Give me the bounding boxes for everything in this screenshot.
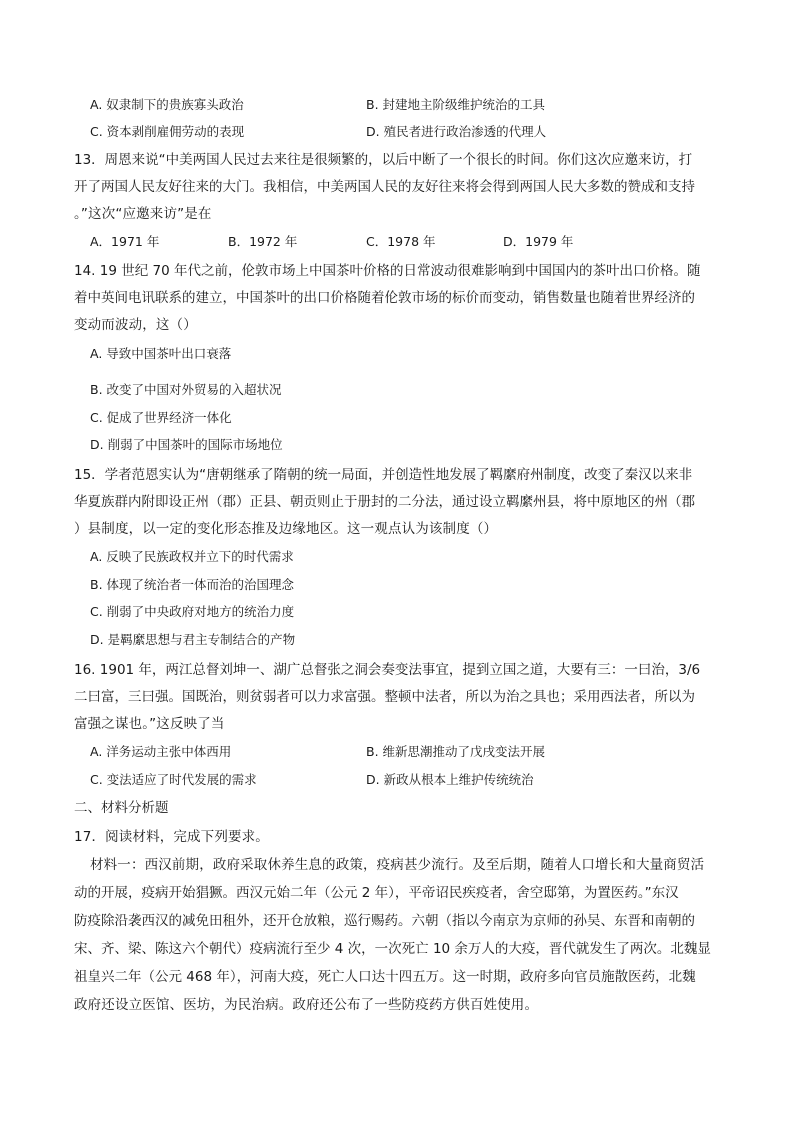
q17-material-line-1: 材料一：西汉前期，政府采取休养生息的政策，疫病甚少流行。及至后期，随着人口增长和大量商贸活	[90, 857, 705, 873]
q13-option-c: C．1978 年	[366, 234, 436, 249]
q16-option-a: A. 洋务运动主张中体西用	[90, 744, 232, 759]
q14-option-a: A. 导致中国茶叶出口衰落	[90, 346, 232, 361]
q12-option-b: B. 封建地主阶级维护统治的工具	[366, 97, 546, 112]
q17-material-line-4: 宋、齐、梁、陈这六个朝代）疫病流行至少 4 次，一次死亡 10 余万人的大疫，晋代就发生了两次。北魏显	[74, 941, 711, 957]
q16-stem-line-2: 二曰富，三曰强。国既治，则贫弱者可以力求富强。整顿中法者，所以为治之具也；采用西法者，所以为	[74, 689, 695, 705]
q17-material-line-3: 防疫除沿袭西汉的减免田租外，还开仓放粮，巡行赐药。六朝（指以今南京为京师的孙吴、东晋和南朝的	[74, 913, 695, 929]
q12-option-c: C. 资本剥削雇佣劳动的表现	[90, 124, 245, 139]
q15-option-b: B. 体现了统治者一体而治的治国理念	[90, 577, 295, 592]
q17-material-line-6: 政府还设立医馆、医坊，为民治病。政府还公布了一些防疫药方供百姓使用。	[74, 997, 539, 1013]
q15-stem-line-2: 华夏族群内附即设正州（郡）正县、朝贡则止于册封的二分法，通过设立羁縻州县，将中原地区的州（郡	[74, 494, 695, 510]
q14-option-d: D. 削弱了中国茶叶的国际市场地位	[90, 437, 283, 452]
q17-material-line-5: 祖皇兴二年（公元 468 年），河南大疫，死亡人口达十四五万。这一时期，政府多向官员施散医药，北魏	[74, 969, 696, 985]
q16-stem-line-1: 16. 1901 年，两江总督刘坤一、湖广总督张之洞会奏变法事宜，提到立国之道，大要有三：一曰治，3/6	[74, 662, 701, 678]
q14-option-b: B. 改变了中国对外贸易的入超状况	[90, 382, 282, 397]
q15-option-d: D. 是羁縻思想与君主专制结合的产物	[90, 632, 296, 647]
q16-option-d: D. 新政从根本上维护传统统治	[366, 772, 534, 787]
q13-option-b: B．1972 年	[228, 234, 298, 249]
q13-stem-line-1: 13．周恩来说“中美两国人民过去来往是很频繁的，以后中断了一个很长的时间。你们这次应邀来访，打	[74, 152, 693, 168]
q17-material-line-2: 动的开展，疫病开始猖獗。西汉元始二年（公元 2 年），平帝诏民疾疫者，舍空邸第，为置医药。”东汉	[74, 885, 679, 901]
q15-stem-line-3: ）县制度，以一定的变化形态推及边缘地区。这一观点认为该制度（）	[74, 521, 498, 537]
q16-option-c: C. 变法适应了时代发展的需求	[90, 772, 257, 787]
q12-option-d: D. 殖民者进行政治渗透的代理人	[366, 124, 547, 139]
q14-option-c: C. 促成了世界经济一体化	[90, 410, 232, 425]
q13-option-d: D．1979 年	[503, 234, 574, 249]
q15-stem-line-1: 15．学者范恩实认为“唐朝继承了隋朝的统一局面，并创造性地发展了羁縻府州制度，改变了秦汉以来非	[74, 467, 693, 483]
q15-option-a: A. 反映了民族政权并立下的时代需求	[90, 549, 294, 564]
q16-option-b: B. 维新思潮推动了戊戌变法开展	[366, 744, 546, 759]
q13-option-a: A．1971 年	[90, 234, 160, 249]
q16-stem-line-3: 富强之谋也。”这反映了当	[74, 716, 225, 732]
section-heading: 二、材料分析题	[74, 800, 169, 816]
q14-stem-line-2: 着中英间电讯联系的建立，中国茶叶的出口价格随着伦敦市场的标价而变动，销售数量也随着世界经济的	[74, 290, 695, 306]
q14-stem-line-1: 14. 19 世纪 70 年代之前，伦敦市场上中国茶叶价格的日常波动很难影响到中国国内的茶叶出口价格。随	[74, 263, 701, 279]
q13-stem-line-3: 。”这次“应邀来访”是在	[74, 206, 212, 222]
q14-stem-line-3: 变动而波动，这（）	[74, 317, 197, 333]
q17-intro: 17．阅读材料，完成下列要求。	[74, 829, 269, 845]
q13-stem-line-2: 开了两国人民友好往来的大门。我相信，中美两国人民的友好往来将会得到两国人民大多数的赞成和支持	[74, 179, 695, 195]
q15-option-c: C. 削弱了中央政府对地方的统治力度	[90, 604, 295, 619]
q12-option-a: A. 奴隶制下的贵族寡头政治	[90, 97, 244, 112]
